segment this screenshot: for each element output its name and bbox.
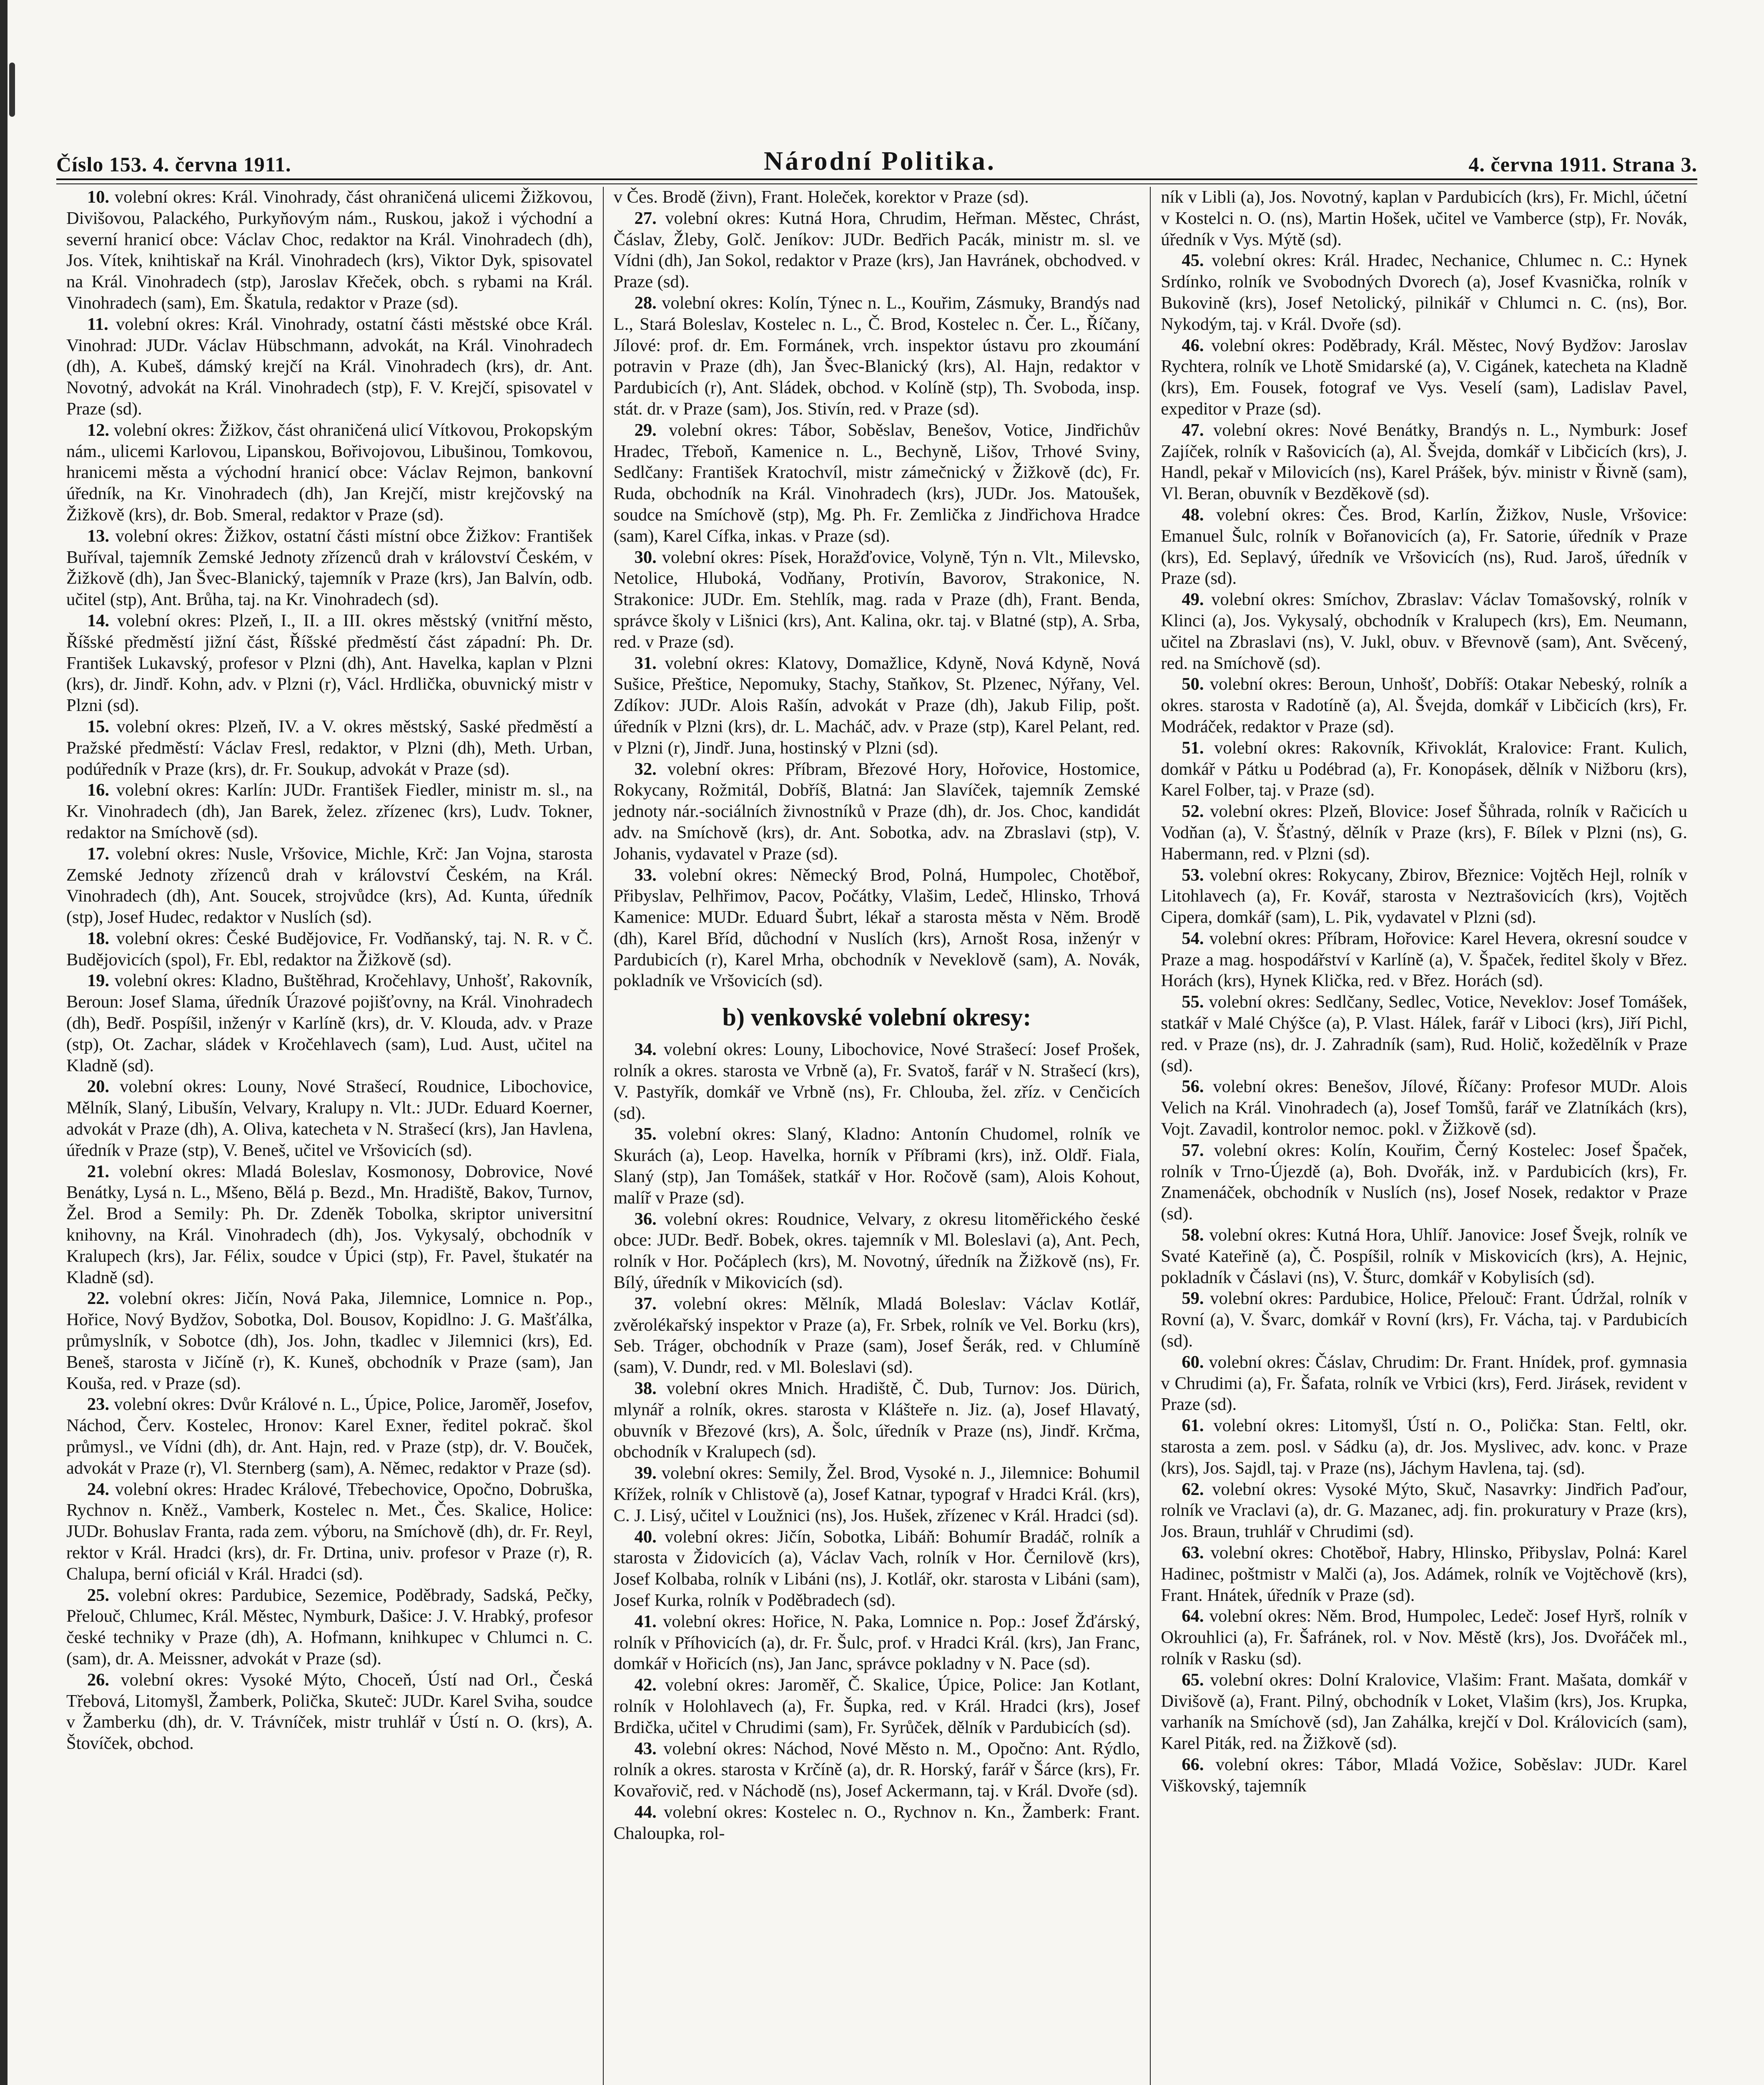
district-entry (66, 780, 593, 843)
district-entry (1161, 1606, 1687, 1669)
candidate-list-text: volební okres Mnich. Hradiště, Č. Dub, Turnov: Jos. Dürich, mlynář a rolník, okres. starosta v Klášteře n. Jiz. (a), Josef Hlavatý, obuvník v Březové (krs), A. Šolc, úředník v Praze (ns), Jindř. Krčma, obchodník v Kralupech (sd). (613, 1379, 1140, 1462)
candidate-list-text: volební okres: Poděbrady, Král. Městec, Nový Bydžov: Jaroslav Rychtera, rolník ve Lhotě Smidarské (a), V. Cigánek, katecheta na Kladně (krs), Em. Fousek, fotograf ve Vys. Veselí (sam), Ladislav Pavel, expeditor v Praze (sd). (1161, 335, 1688, 419)
candidate-list-text: volební okres: Král. Vinohrady, část ohraničená ulicemi Žižkovou, Divišovou, Palackého, Purkyňovým nám., Ruskou, jakož i východní a severní hranicí obce: Václav Choc, redaktor na Král. Vinohradech (dh), Jos. Vítek, knihtiskař na Král. Vinohradech (krs), Viktor Dyk, spisovatel na Král. Vinohradech (stp), Jaroslav Křeček, obch. s rybami na Král. Vinohradech (sam), Em. Škatula, redaktor v Praze (sd). (66, 187, 593, 313)
district-entry (614, 1611, 1140, 1675)
article-columns (56, 187, 1697, 2085)
district-entry (1161, 1415, 1687, 1479)
district-entry (1161, 801, 1687, 864)
candidate-list-text: volební okres: Chotěboř, Habry, Hlinsko, Přibyslav, Polná: Karel Hadinec, poštmistr v Malči (a), Jos. Adámek, rolník ve Vojtěchově (krs), Frant. Hnátek, úředník v Praze (sd). (1161, 1543, 1688, 1605)
district-number: 43. (634, 1738, 657, 1758)
section-subheading: b) venkovské volební okresy: (722, 1003, 1031, 1031)
candidate-list-text: volební okres: Žižkov, část ohraničená ulicí Vítkovou, Prokopským nám., ulicemi Karlovou, Lipanskou, Bořivojovou, Libušinou, Tomkovou, hranicemi města a východní hranicí obce: Václav Rejmon, bankovní úředník, na Kr. Vinohradech (dh), Jan Krejčí, mistr krejčovský na Žižkově (krs), dr. Bob. Smeral, redaktor v Praze (sd). (66, 420, 593, 525)
district-entry (1161, 1076, 1687, 1140)
district-entry (66, 420, 593, 526)
district-entry (1161, 992, 1687, 1076)
district-number: 48. (1182, 505, 1204, 525)
district-number: 63. (1182, 1543, 1204, 1562)
newspaper-title: Národní Politika. (764, 146, 996, 176)
district-number: 38. (634, 1379, 657, 1399)
district-number: 21. (87, 1161, 110, 1181)
candidate-list-text: volební okres: Kolín, Týnec n. L., Kouřim, Zásmuky, Brandýs nad L., Stará Boleslav, Kostelec n. L., Č. Brod, Kostelec n. Čer. L., Říčany, Jílové: prof. dr. Em. Formánek, vrch. inspektor ústavu pro zkoumání potravin v Praze (dh), Jan Švec-Blanický (krs), Al. Hajn, redaktor v Pardubicích (r), Ant. Sládek, obchod. v Kolíně (stp), Th. Svoboda, insp. stát. dr. v Praze (sam), Jos. Stivín, red. v Praze (sd). (613, 293, 1140, 419)
district-number: 15. (87, 716, 110, 736)
district-number: 59. (1182, 1289, 1204, 1309)
district-entry (1161, 1352, 1687, 1415)
page-header (56, 144, 1697, 176)
candidate-list-text: volební okres: Žižkov, ostatní části místní obce Žižkov: František Buříval, tajemník Zemské Jednoty zřízenců drah v království Českém, v Žižkově (dh), Jan Švec-Blanický, tajemník v Praze (krs), Jan Balvín, odb. učitel (stp), Ant. Brůha, taj. na Kr. Vinohradech (sd). (66, 526, 593, 610)
district-entry (66, 526, 593, 610)
district-number: 19. (87, 971, 110, 991)
candidate-list-text: volební okres: Náchod, Nové Město n. M., Opočno: Ant. Rýdlo, rolník a okres. starosta v Krčíně (a), dr. R. Horský, farář v Šárce (krs), Fr. Kovařovič, red. v Náchodě (ns), Josef Ackermann, taj. v Král. Dvoře (sd). (613, 1738, 1140, 1801)
district-entry (614, 1124, 1140, 1208)
district-entry (1161, 187, 1687, 250)
district-entry (614, 865, 1140, 992)
column-1 (56, 187, 603, 2085)
district-number: 62. (1182, 1479, 1204, 1499)
district-number: 23. (87, 1394, 110, 1414)
candidate-list-text: volební okres: Pardubice, Sezemice, Poděbrady, Sadská, Pečky, Přelouč, Chlumec, Král. Městec, Nymburk, Dašice: J. V. Hrabký, profesor české techniky v Praze (dh), A. Hofmann, knihkupec v Chlumci n. C. (sam), dr. A. Meissner, advokát v Praze (sd). (66, 1585, 593, 1668)
district-entry (66, 928, 593, 971)
candidate-list-text: volební okres: Německý Brod, Polná, Humpolec, Chotěboř, Přibyslav, Pelhřimov, Pacov, Počátky, Vlašim, Ledeč, Hlinsko, Trhová Kamenice: MUDr. Eduard Šubrt, lékař a starosta města v Něm. Brodě (dh), Karel Bříd, důchodní v Nuslích (krs), Arnošt Rosa, inženýr v Pardubicích (r), Karel Mrha, obchodník v Neveklově (sam), A. Novák, pokladník ve Vršovicích (sd). (613, 865, 1140, 991)
district-number: 33. (634, 865, 657, 885)
district-entry (1161, 1140, 1687, 1225)
district-entry (1161, 1542, 1687, 1606)
candidate-list-text: volební okres: Čáslav, Chrudim: Dr. Frant. Hnídek, prof. gymnasia v Chrudimi (a), Fr. Šafata, rolník ve Vrbici (krs), Ferd. Jirásek, revident v Praze (sd). (1161, 1352, 1688, 1414)
district-entry (1161, 674, 1687, 737)
district-entry (614, 208, 1140, 293)
district-number: 46. (1182, 335, 1204, 355)
district-entry (1161, 1288, 1687, 1351)
candidate-list-text: volební okres: Pardubice, Holice, Přelouč: Frant. Údržal, rolník v Rovní (a), V. Švarc, domkář v Rovní (krs), Fr. Vácha, taj. v Pardubicích (sd). (1161, 1289, 1688, 1351)
district-number: 49. (1182, 590, 1204, 610)
candidate-list-text: volební okres: Vysoké Mýto, Choceň, Ústí nad Orl., Česká Třebová, Litomyšl, Žamberk, Polička, Skuteč: JUDr. Karel Sviha, soudce v Žamberku (dh), dr. V. Trávníček, mistr truhlář v Ústí n. O. (krs), A. Štovíček, obchod. (66, 1670, 593, 1753)
candidate-list-text: volební okres: Čes. Brod, Karlín, Žižkov, Nusle, Vršovice: Emanuel Šulc, rolník v Bořanovicích (a), Fr. Satorie, úředník v Praze (krs), Ed. Seplavý, úředník ve Vršovicích (ns), Rud. Jaroš, úředník v Praze (sd). (1161, 505, 1688, 588)
candidate-list-text: volební okres: České Budějovice, Fr. Vodňanský, taj. N. R. v Č. Budějovicích (spol), Fr. Ebl, redaktor na Žižkově (sd). (66, 928, 593, 970)
district-entry (614, 1527, 1140, 1611)
candidate-list-text: volební okres: Louny, Libochovice, Nové Strašecí: Josef Prošek, rolník a okres. starosta ve Vrbně (a), Fr. Svatoš, farář v N. Strašecí (krs), V. Pastyřík, domkář ve Vrbně (ns), Fr. Chlouba, žel. zříz. v Cenčicích (sd). (613, 1040, 1140, 1123)
district-number: 29. (634, 420, 657, 440)
candidate-list-text: volební okres: Rakovník, Křivoklát, Kralovice: Frant. Kulich, domkář v Pátku u Podébrad (a), Fr. Konopásek, dělník v Nižboru (krs), Karel Folber, taj. v Praze (sd). (1161, 738, 1688, 800)
district-entry (614, 1294, 1140, 1378)
district-entry (614, 1802, 1140, 1844)
district-number: 13. (87, 526, 110, 546)
candidate-list-text: volební okres: Sedlčany, Sedlec, Votice, Neveklov: Josef Tomášek, statkář v Malé Chýšce (a), P. Vlast. Hálek, farář v Liboci (krs), Jiří Pichl, red. v Praze (ns), dr. J. Zahradník (sam), Rud. Holič, kožedělník v Praze (sd). (1161, 992, 1688, 1075)
district-entry (614, 547, 1140, 653)
candidate-list-text: volební okres: Něm. Brod, Humpolec, Ledeč: Josef Hyrš, rolník v Okrouhlici (a), Fr. Šafránek, rol. v Nov. Městě (krs), Jos. Dvořáček ml., rolník v Rasku (sd). (1161, 1606, 1688, 1668)
candidate-list-text: volební okres: Jaroměř, Č. Skalice, Úpice, Police: Jan Kotlant, rolník v Holohlavech (a), Fr. Šupka, red. v Král. Hradci (krs), Josef Brdička, učitel v Chrudimi (sam), Fr. Syrůček, dělník v Pardubicích (sd). (613, 1675, 1140, 1737)
district-entry (66, 1479, 593, 1585)
candidate-list-text: volební okres: Jičín, Nová Paka, Jilemnice, Lomnice n. Pop., Hořice, Nový Bydžov, Sobotka, Dol. Bousov, Kopidlno: J. G. Mašťálka, průmyslník, v Sobotce (dh), Jos. John, tkadlec v Jilemnici (krs), Ed. Beneš, starosta v Jičíně (r), K. Kuneš, obchodník v Praze (sam), Jan Kouša, red. v Praze (sd). (66, 1289, 593, 1393)
district-entry (66, 970, 593, 1076)
district-number: 64. (1182, 1606, 1204, 1626)
candidate-list-text: volební okres: Smíchov, Zbraslav: Václav Tomašovský, rolník v Klinci (a), Jos. Vykysalý, obchodník v Kralupech (krs), Em. Neumann, učitel na Zbraslavi (ns), V. Jukl, obuv. v Břevnově (sam), Ant. Svěcený, red. na Smíchově (sd). (1161, 590, 1688, 673)
district-number: 22. (87, 1289, 110, 1309)
candidate-list-text: volební okres: Plzeň, IV. a V. okres městský, Saské předměstí a Pražské předměstí: Václav Fresl, redaktor, v Plzni (dh), Meth. Urban, podúředník v Praze (krs), dr. Fr. Soukup, advokát v Praze (sd). (66, 716, 593, 779)
district-number: 56. (1182, 1077, 1204, 1097)
district-number: 60. (1182, 1352, 1204, 1372)
district-entry (614, 759, 1140, 865)
candidate-list-text: volební okres: Písek, Horažďovice, Volyně, Týn n. Vlt., Milevsko, Netolice, Hluboká, Vodňany, Protivín, Bavorov, Strakonice, N. Strakonice: JUDr. Em. Stehlík, mag. rada v Praze (dh), Frant. Benda, správce školy v Lišnici (krs), Ant. Kalina, okr. taj. v Blatné (stp), A. Srba, red. v Praze (sd). (613, 547, 1140, 652)
district-number: 53. (1182, 865, 1204, 885)
column-3 (1150, 187, 1697, 2085)
district-number: 58. (1182, 1225, 1204, 1245)
district-entry (66, 314, 593, 420)
candidate-list-text: volební okres: Kutná Hora, Chrudim, Heřman. Městec, Chrást, Čáslav, Žleby, Golč. Jeníkov: JUDr. Bedřich Pacák, ministr m. sl. ve Vídni (dh), Jan Sokol, redaktor v Praze (krs), Jan Havránek, obchodved. v Praze (sd). (613, 208, 1140, 292)
district-number: 61. (1182, 1416, 1204, 1436)
district-number: 54. (1182, 928, 1204, 948)
candidate-list-text: volební okres: Jičín, Sobotka, Libáň: Bohumír Bradáč, rolník a starosta v Židovicích (a), Václav Vach, rolník v Hor. Černilově (krs), Josef Kolbaba, rolník v Libáni (ns), J. Kotlář, okr. starosta v Libáni (sam), Josef Kurka, rolník v Poděbradech (sd). (613, 1527, 1140, 1610)
candidate-list-text: volební okres: Slaný, Kladno: Antonín Chudomel, rolník ve Skurách (a), Leop. Havelka, horník v Příbrami (krs), inž. Oldř. Fiala, Slaný (stp), Jan Tomášek, statkář v Hor. Ročově (sam), Alois Kohout, malíř v Praze (sd). (613, 1124, 1140, 1208)
scan-binding-mark (9, 63, 15, 117)
candidate-list-text: volební okres: Příbram, Březové Hory, Hořovice, Hostomice, Rokycany, Rožmitál, Dobříš, Blatná: Jan Slavíček, tajemník Zemské jednoty nár.-sociálních živnostníků v Praze (dh), dr. Jos. Choc, kandidát adv. na Smíchově (krs), dr. Ant. Sobotka, adv. na Zbraslavi (stp), V. Johanis, vydavatel v Praze (sd). (613, 759, 1140, 864)
candidate-list-text: volební okres: Roudnice, Velvary, z okresu litoměřického české obce: JUDr. Bedř. Bobek, okres. tajemník v Ml. Boleslavi (a), Ant. Pech, rolník v Hor. Počáplech (krs), M. Novotný, úředník na Žižkově (ns), Fr. Bílý, úředník v Mikovicích (sd). (613, 1209, 1140, 1293)
candidate-list-text: volební okres: Nové Benátky, Brandýs n. L., Nymburk: Josef Zajíček, rolník v Rašovicích (a), Al. Švejda, domkář v Libčicích (krs), J. Handl, pekař v Milovicích (ns), Karel Prášek, býv. ministr v Řivně (sam), Vl. Beran, obuvník v Bezděkově (sd). (1161, 420, 1688, 504)
candidate-list-text: volební okres: Klatovy, Domažlice, Kdyně, Nová Kdyně, Nová Sušice, Přeštice, Nepomuky, Stachy, Staňkov, St. Plzenec, Nýřany, Vel. Zdíkov: JUDr. Alois Rašín, advokát v Praze (dh), Jakub Filip, pošt. úředník v Plzni (krs), dr. L. Macháč, adv. v Praze (stp), Karel Pelant, red. v Plzni (r), Jindř. Juna, hostinský v Plzni (sd). (613, 653, 1140, 758)
district-entry (614, 1378, 1140, 1463)
candidate-list-text: volební okres: Král. Hradec, Nechanice, Chlumec n. C.: Hynek Srdínko, rolník ve Svobodných Dvorech (a), Josef Kvasnička, rolník v Bukovině (krs), Josef Netolický, pilnikář v Chlumci n. C. (ns), Bor. Nykodým, taj. v Král. Dvoře (sd). (1161, 251, 1688, 334)
district-entry (66, 716, 593, 780)
district-number: 11. (87, 314, 108, 334)
district-entry (66, 1161, 593, 1289)
district-number: 31. (634, 653, 657, 673)
header-date-page: 4. června 1911. Strana 3. (1468, 153, 1697, 176)
district-entry (1161, 928, 1687, 992)
district-entry (66, 1394, 593, 1479)
district-entry (614, 187, 1140, 208)
candidate-list-text: volební okres: Kutná Hora, Uhlíř. Janovice: Josef Švejk, rolník ve Svaté Kateřině (a), Č. Pospíšil, rolník v Miskovicích (krs), A. Hejnic, pokladník v Čáslavi (ns), V. Šturc, domkář v Kobylisích (sd). (1161, 1225, 1688, 1287)
candidate-list-text: volební okres: Nusle, Vršovice, Michle, Krč: Jan Vojna, starosta Zemské Jednoty zřízenců drah v království Českém, na Král. Vinohradech (dh), Ant. Soucek, strojvůdce (krs), Ad. Kunta, úředník (stp), Josef Hudec, redaktor v Nuslích (sd). (66, 844, 593, 927)
candidate-list-text: volební okres: Tábor, Mladá Vožice, Soběslav: JUDr. Karel Viškovský, tajemník (1161, 1754, 1688, 1796)
district-number: 40. (634, 1527, 657, 1547)
district-entry (66, 844, 593, 928)
district-number: 17. (87, 844, 110, 864)
district-entry (66, 187, 593, 314)
district-number: 55. (1182, 992, 1204, 1012)
district-entry (614, 653, 1140, 759)
header-rule (56, 178, 1697, 184)
district-entry (1161, 250, 1687, 335)
candidate-list-text: volební okres: Karlín: JUDr. František Fiedler, ministr m. sl., na Kr. Vinohradech (dh), Jan Barek, želez. zřízenec (krs), Ludv. Tokner, redaktor na Smíchově (sd). (66, 780, 593, 842)
district-entry (1161, 335, 1687, 420)
candidate-list-text: volební okres: Dolní Kralovice, Vlašim: Frant. Mašata, domkář v Divišově (a), Frant. Pilný, obchodník v Loket, Vlašim (krs), Jos. Krupka, varhaník na Smíchově (sd), Jan Zahálka, krejčí v Dol. Královicích (sam), Karel Piták, red. na Žižkově (sd). (1161, 1670, 1688, 1753)
district-entry (1161, 738, 1687, 801)
district-entry (1161, 865, 1687, 928)
district-number: 10. (87, 187, 110, 207)
district-entry (614, 1039, 1140, 1124)
district-entry (614, 420, 1140, 547)
candidate-list-text: volební okres: Litomyšl, Ústí n. O., Polička: Stan. Feltl, okr. starosta a zem. posl. v Sádku (a), dr. Jos. Myslivec, adv. konc. v Praze (krs), Jos. Sajdl, taj. v Praze (ns), Jáchym Havlena, taj. (sd). (1161, 1416, 1688, 1478)
district-entry (1161, 1670, 1687, 1754)
district-number: 34. (634, 1040, 657, 1060)
district-number: 42. (634, 1675, 657, 1695)
district-number: 30. (634, 547, 657, 567)
candidate-list-text: volební okres: Semily, Žel. Brod, Vysoké n. J., Jilemnice: Bohumil Křížek, rolník v Chlistově (a), Josef Katnar, typograf v Hradci Král. (krs), C. J. Lisý, učitel v Loužnici (ns), Jos. Hušek, zřízenec v Král. Hradci (sd). (613, 1463, 1140, 1525)
candidate-list-text: volební okres: Mělník, Mladá Boleslav: Václav Kotlář, zvěrolékařský inspektor v Praze (a), Fr. Srbek, rolník ve Vel. Borku (krs), Seb. Tráger, obchodník v Praze (sam), Josef Šerák, red. v Chlumíně (sam), V. Dundr, red. v Ml. Boleslavi (sd). (613, 1294, 1140, 1377)
header-issue-date: Číslo 153. 4. června 1911. (56, 153, 291, 176)
candidate-list-text: volební okres: Louny, Nové Strašecí, Roudnice, Libochovice, Mělník, Slaný, Libušín, Velvary, Kralupy n. Vlt.: JUDr. Eduard Koerner, advokát v Praze (dh), A. Oliva, katecheta v N. Strašecí (krs), Jan Havlena, úředník v Praze (stp), V. Beneš, učitel ve Vršovicích (sd). (66, 1077, 593, 1160)
candidate-list-text: volební okres: Král. Vinohrady, ostatní části městské obce Král. Vinohrad: JUDr. Václav Hübschmann, advokát, na Král. Vinohradech (dh), A. Kubeš, dámský krejčí na Král. Vinohradech (krs), dr. Ant. Novotný, advokát na Král. Vinohradech (stp), F. V. Krejčí, spisovatel v Praze (sd). (66, 314, 593, 419)
candidate-list-text: volební okres: Beroun, Unhošť, Dobříš: Otakar Nebeský, rolník a okres. starosta v Radotíně (a), Al. Švejda, domkář v Libčicích (krs), Fr. Modráček, redaktor v Praze (sd). (1161, 674, 1688, 736)
district-number: 26. (87, 1670, 110, 1690)
district-number: 12. (87, 420, 110, 440)
district-entry (1161, 1225, 1687, 1288)
candidate-list-text: volební okres: Mladá Boleslav, Kosmonosy, Dobrovice, Nové Benátky, Lysá n. L., Mšeno, Bělá p. Bezd., Mn. Hradiště, Bakov, Turnov, Žel. Brod a Semily: Ph. Dr. Zdeněk Tobolka, skriptor universitní knihovny, na Král. Vinohradech (dh), Jos. Vykysalý, obchodník v Kralupech (krs), Jar. Félix, soudce v Úpici (stp), Fr. Pavel, štukatér na Kladně (sd). (66, 1161, 593, 1287)
column-2 (603, 187, 1150, 2085)
district-number: 14. (87, 610, 110, 631)
district-number: 37. (634, 1294, 657, 1314)
district-entry (1161, 1479, 1687, 1542)
district-entry (66, 1288, 593, 1394)
candidate-list-text: volební okres: Plzeň, Blovice: Josef Šůhrada, rolník v Račicích u Vodňan (a), V. Šťastný, dělník v Praze (krs), F. Bílek v Plzni (ns), G. Habermann, red. v Plzni (sd). (1161, 801, 1688, 864)
district-entry (614, 1463, 1140, 1526)
candidate-list-text: volební okres: Příbram, Hořovice: Karel Hevera, okresní soudce v Praze a mag. hospodářství v Karlíně (a), V. Špaček, ředitel školy v Břez. Horách (krs), Hynek Klička, red. v Břez. Horách (sd). (1161, 928, 1688, 991)
candidate-list-text: ník v Libli (a), Jos. Novotný, kaplan v Pardubicích (krs), Fr. Michl, účetní v Kostelci n. O. (ns), Martin Hošek, učitel ve Vamberce (stp), Fr. Novák, úředník v Vys. Mýtě (sd). (1161, 187, 1688, 249)
district-number: 57. (1182, 1140, 1204, 1160)
candidate-list-text: volební okres: Hořice, N. Paka, Lomnice n. Pop.: Josef Žďárský, rolník v Příhovicích (a), dr. Fr. Šulc, prof. v Hradci Král. (krs), Jan Franc, domkář v Hořicích (ns), Jan Janc, správce pokladny v N. Pace (sd). (613, 1611, 1140, 1674)
district-number: 25. (87, 1585, 110, 1605)
candidate-list-text: volební okres: Kladno, Buštěhrad, Kročehlavy, Unhošť, Rakovník, Beroun: Josef Slama, úředník Úrazové pojišťovny, na Král. Vinohradech (dh), Bedř. Pospíšil, inženýr v Karlíně (krs), dr. V. Klouda, adv. v Praze (stp), Ot. Zachar, sládek v Kročehlavech (sam), Lud. Aust, učitel na Kladně (sd). (66, 971, 593, 1075)
candidate-list-text: volební okres: Tábor, Soběslav, Benešov, Votice, Jindřichův Hradec, Třeboň, Kamenice n. L., Bechyně, Lišov, Trhové Sviny, Sedlčany: František Kratochvíl, mistr zámečnický v Žižkově (dc), Fr. Ruda, obchodník na Král. Vinohradech (krs), JUDr. Jos. Matoušek, soudce na Smíchově (stp), Mg. Ph. Fr. Zemlička z Jindřichova Hradce (sam), Karel Cífka, inkas. v Praze (sd). (613, 420, 1140, 546)
candidate-list-text: v Čes. Brodě (živn), Frant. Holeček, korektor v Praze (sd). (613, 187, 1029, 207)
candidate-list-text: volební okres: Vysoké Mýto, Skuč, Nasavrky: Jindřich Paďour, rolník ve Vraclavi (a), dr. G. Mazanec, adj. fin. prokuratury v Praze (krs), Jos. Braun, truhlář v Chrudimi (sd). (1161, 1479, 1688, 1542)
candidate-list-text: volební okres: Kostelec n. O., Rychnov n. Kn., Žamberk: Frant. Chaloupka, rol- (613, 1802, 1140, 1843)
district-entry (614, 1675, 1140, 1738)
district-entry (1161, 420, 1687, 505)
candidate-list-text: volební okres: Hradec Králové, Třebechovice, Opočno, Dobruška, Rychnov n. Kněž., Vamberk, Kostelec n. Met., Čes. Skalice, Holice: JUDr. Bohuslav Franta, rada zem. výboru, na Smíchově (dh), dr. Fr. Reyl, rektor v Král. Hradci (krs), dr. Fr. Drtina, univ. profesor v Praze (r), R. Chalupa, berní oficiál v Král. Hradci (sd). (66, 1479, 593, 1584)
district-entry (614, 1738, 1140, 1802)
district-number: 47. (1182, 420, 1204, 440)
district-number: 45. (1182, 251, 1204, 271)
district-entry (1161, 505, 1687, 589)
district-number: 39. (634, 1463, 657, 1483)
district-number: 18. (87, 928, 110, 948)
district-entry (66, 1585, 593, 1670)
district-number: 44. (634, 1802, 657, 1822)
district-number: 28. (634, 293, 657, 313)
district-number: 50. (1182, 674, 1204, 694)
district-entry (614, 1209, 1140, 1294)
district-entry (614, 293, 1140, 420)
scan-border-left (0, 0, 8, 2085)
district-number: 66. (1182, 1754, 1204, 1774)
district-number: 27. (634, 208, 657, 228)
district-entry (66, 610, 593, 716)
candidate-list-text: volební okres: Rokycany, Zbirov, Březnice: Vojtěch Hejl, rolník v Litohlavech (a), Fr. Kovář, starosta v Neztrašovicích (krs), Vojtěch Cipera, domkář (sam), L. Pik, vydavatel v Plzni (sd). (1161, 865, 1688, 927)
district-number: 36. (634, 1209, 657, 1229)
candidate-list-text: volební okres: Dvůr Králové n. L., Úpice, Police, Jaroměř, Josefov, Náchod, Červ. Kostelec, Hronov: Karel Exner, ředitel pokrač. škol průmysl., ve Vídni (dh), dr. Ant. Hajn, red. v Praze (stp), dr. V. Bouček, advokát v Praze (r), Vl. Sternberg (sam), A. Němec, redaktor v Praze (sd). (66, 1394, 593, 1478)
candidate-list-text: volební okres: Benešov, Jílové, Říčany: Profesor MUDr. Alois Velich na Král. Vinohradech (a), Josef Tomšů, farář ve Zlatníkách (krs), Vojt. Zavadil, kontrolor nemoc. pokl. v Žižkově (sd). (1161, 1077, 1688, 1139)
district-entry (66, 1076, 593, 1161)
district-number: 51. (1182, 738, 1204, 758)
district-entry (66, 1670, 593, 1754)
district-number: 24. (87, 1479, 110, 1499)
district-number: 41. (634, 1611, 657, 1631)
district-entry (1161, 1754, 1687, 1797)
district-number: 32. (634, 759, 657, 779)
district-entry (1161, 589, 1687, 674)
district-number: 16. (87, 780, 110, 800)
candidate-list-text: volební okres: Kolín, Kouřim, Černý Kostelec: Josef Špaček, rolník v Trno-Újezdě (a), Boh. Dvořák, inž. v Pardubicích (krs), Fr. Znamenáček, obchodník v Nuslích (ns), Josef Nosek, redaktor v Praze (sd). (1161, 1140, 1688, 1224)
district-number: 35. (634, 1124, 657, 1144)
district-number: 52. (1182, 801, 1204, 821)
candidate-list-text: volební okres: Plzeň, I., II. a III. okres městský (vnitřní město, Říšské předměstí jižní část, Říšské předměstí část západní: Ph. Dr. František Lukavský, profesor v Plzni (dh), Ant. Havelka, kaplan v Plzni (krs), dr. Jindř. Kohn, adv. v Plzni (r), Václ. Hrdlička, obuvnický mistr v Plzni (sd). (66, 610, 593, 716)
district-number: 20. (87, 1077, 110, 1097)
district-number: 65. (1182, 1670, 1204, 1690)
